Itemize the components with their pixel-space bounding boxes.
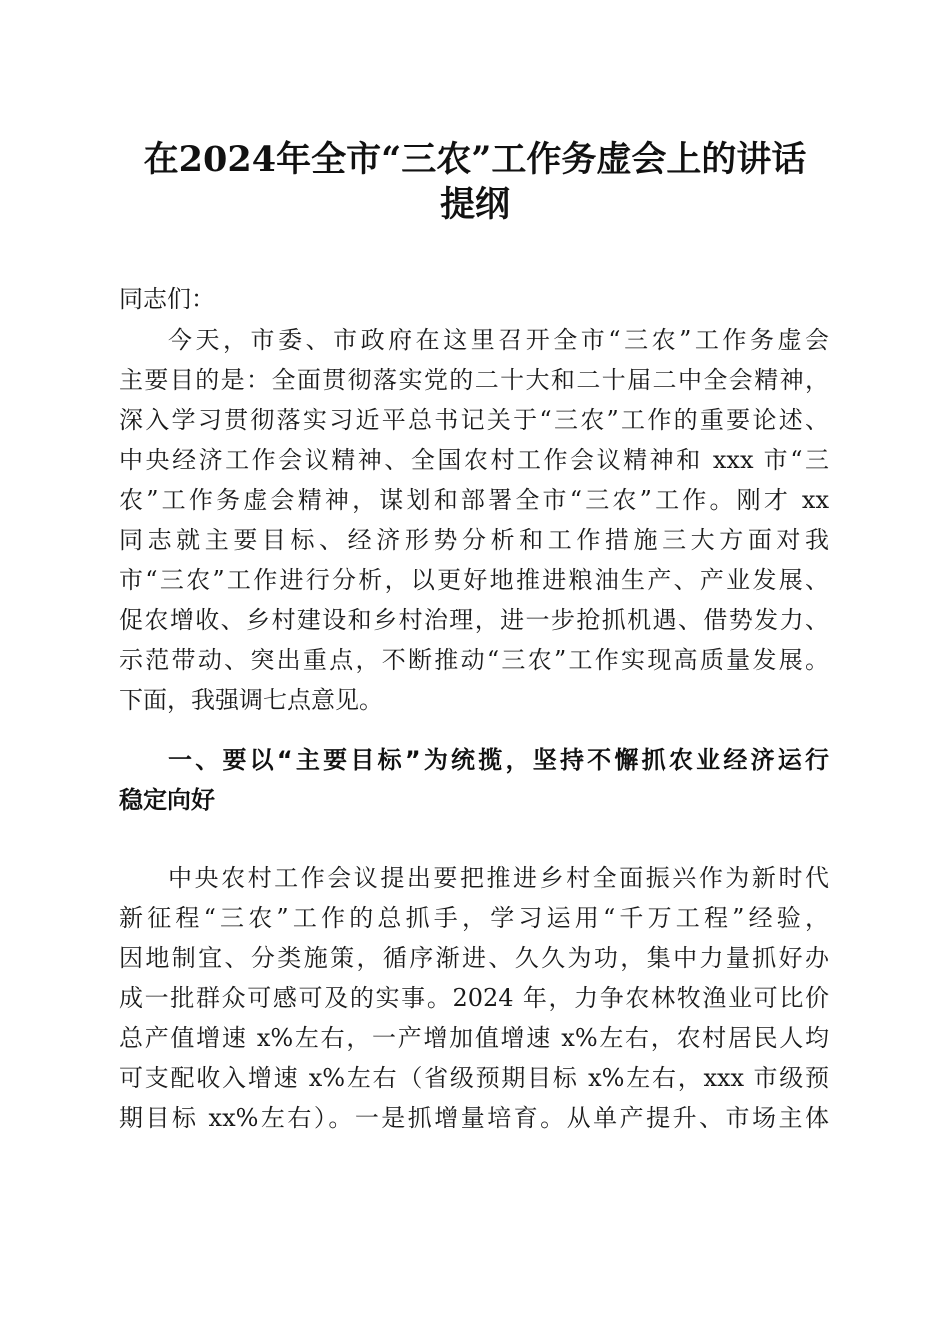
paragraph-line: 中央农村工作会议提出要把推进乡村全面振兴作为新时代 bbox=[168, 864, 829, 892]
paragraph-line: 下面，我强调七点意见。 bbox=[119, 686, 383, 714]
paragraph-line: 农”工作务虚会精神，谋划和部署全市“三农”工作。刚才 xx bbox=[119, 486, 829, 514]
paragraph-line: 因地制宜、分类施策，循序渐进、久久为功，集中力量抓好办 bbox=[119, 944, 829, 972]
document-title-line-2: 提纲 bbox=[439, 184, 510, 225]
document-title-line-1: 在2024年全市“三农”工作务虚会上的讲话 bbox=[143, 139, 807, 180]
paragraph-line: 成一批群众可感可及的实事。2024 年，力争农林牧渔业可比价 bbox=[119, 984, 829, 1012]
paragraph-line: 今天，市委、市政府在这里召开全市“三农”工作务虚会 bbox=[168, 326, 829, 354]
paragraph-line: 可支配收入增速 x%左右（省级预期目标 x%左右，xxx 市级预 bbox=[119, 1064, 829, 1092]
salutation: 同志们： bbox=[119, 285, 215, 313]
paragraph-line: 主要目的是：全面贯彻落实党的二十大和二十届二中全会精神， bbox=[119, 366, 829, 394]
section-heading-line: 一、要以“主要目标”为统揽，坚持不懈抓农业经济运行 bbox=[168, 746, 829, 774]
section-heading-line: 稳定向好 bbox=[119, 786, 215, 814]
paragraph-line: 中央经济工作会议精神、全国农村工作会议精神和 xxx 市“三 bbox=[119, 446, 829, 474]
paragraph-line: 示范带动、突出重点，不断推动“三农”工作实现高质量发展。 bbox=[119, 646, 829, 674]
paragraph-line: 同志就主要目标、经济形势分析和工作措施三大方面对我 bbox=[119, 526, 829, 554]
paragraph-line: 促农增收、乡村建设和乡村治理，进一步抢抓机遇、借势发力、 bbox=[119, 606, 829, 634]
paragraph-line: 新征程“三农”工作的总抓手，学习运用“千万工程”经验， bbox=[119, 904, 829, 932]
paragraph-line: 市“三农”工作进行分析，以更好地推进粮油生产、产业发展、 bbox=[119, 566, 829, 594]
paragraph-line: 深入学习贯彻落实习近平总书记关于“三农”工作的重要论述、 bbox=[119, 406, 829, 434]
paragraph-line: 总产值增速 x%左右，一产增加值增速 x%左右，农村居民人均 bbox=[119, 1024, 829, 1052]
paragraph-line: 期目标 xx%左右）。一是抓增量培育。从单产提升、市场主体 bbox=[119, 1104, 829, 1132]
